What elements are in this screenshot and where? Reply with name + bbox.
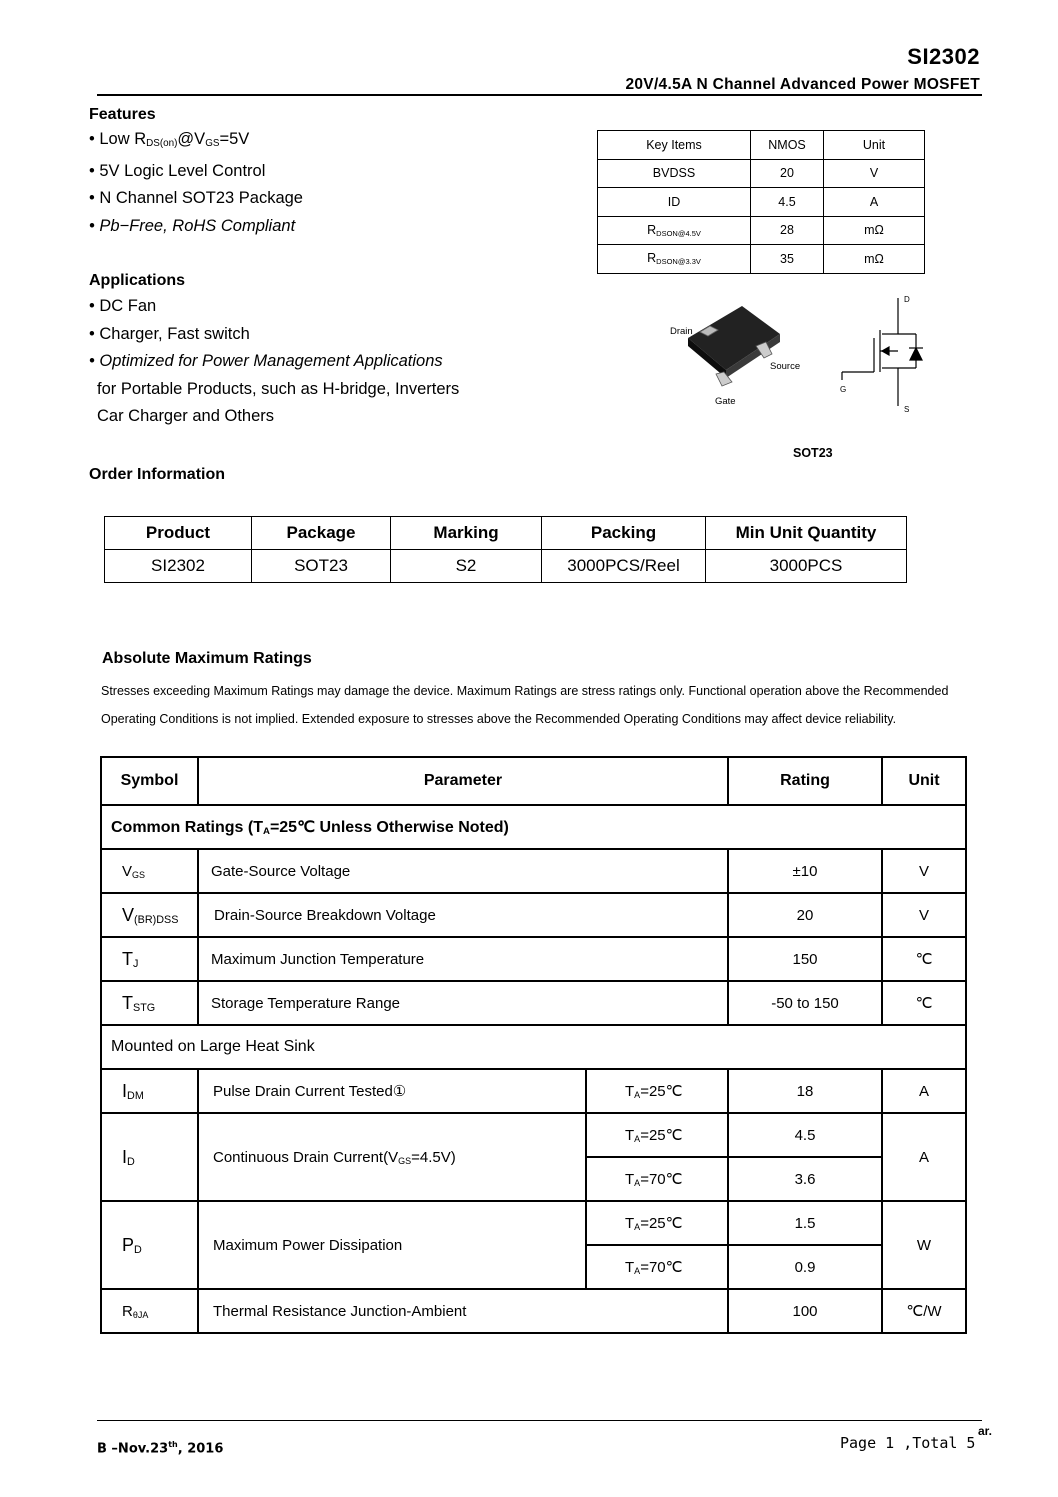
table-cell: Drain-Source Breakdown Voltage [198,893,728,937]
table-header-cell: Parameter [198,757,728,805]
table-cell: SI2302 [105,550,252,583]
table-cell: Pulse Drain Current Tested① [198,1069,586,1113]
table-row [105,550,907,583]
table-cell: Maximum Junction Temperature [198,937,728,981]
table-header-cell: Package [252,517,391,550]
table-cell-symbol: $T_{STG}$ [101,981,198,1025]
package-caption: SOT23 [793,446,833,460]
table-cell-condition: $T_A=25℃$ [586,1201,728,1245]
common-ratings-label: Common Ratings ($T_A=25℃$ Unless Otherwise Noted) [101,805,966,849]
table-cell: V [882,849,966,893]
table-header-cell: Packing [542,517,706,550]
table-cell: 20 [728,893,882,937]
key-items-table [597,130,925,274]
pin-label-gate: Gate [715,396,736,407]
application-item: • DC Fan [89,297,157,315]
table-cell: 4.5 [751,188,824,217]
footer-page-number: Page 1 ,Total 5 [840,1434,976,1452]
table-header-cell: Rating [728,757,882,805]
features-heading: Features [89,106,156,123]
table-cell-condition: $T_A=70℃$ [586,1157,728,1201]
table-cell: ℃ [882,937,966,981]
sot23-package-image [688,306,780,386]
table-cell: W [882,1201,966,1289]
table-cell: Thermal Resistance Junction-Ambient [198,1289,728,1333]
features-list [89,126,303,240]
table-cell-condition: $T_A=25℃$ [586,1069,728,1113]
table-section-row [101,1025,966,1069]
table-row [101,849,966,893]
application-item: • Optimized for Power Management Applications [89,352,443,370]
table-cell: ±10 [728,849,882,893]
table-cell: 0.9 [728,1245,882,1289]
table-cell: A [882,1113,966,1201]
footer-revision-date: B –Nov.23th, 2016 [97,1440,224,1457]
sot23-package-illustration [660,288,940,418]
symbol-label-d: D [904,295,910,304]
table-cell-symbol: $T_J$ [101,937,198,981]
table-row [101,1069,966,1113]
table-cell-symbol: $P_D$ [101,1201,198,1289]
table-cell-condition: $T_A=70℃$ [586,1245,728,1289]
table-cell: Storage Temperature Range [198,981,728,1025]
table-cell-symbol: $V_{(BR)DSS}$ [101,893,198,937]
feature-item: • Pb−Free, RoHS Compliant [89,216,296,235]
order-info-table [104,516,907,583]
table-cell-condition: $T_A=25℃$ [586,1113,728,1157]
ratings-note: Stresses exceeding Maximum Ratings may damage the device. Maximum Ratings are stress ratings only. Functional operation above the Recommended Operating Conditions is not implied. Extended exposure to stresses above the Recommended Operating Conditions may affect device reliability. [101,684,949,726]
table-row [101,981,966,1025]
table-row [101,937,966,981]
table-cell: S2 [391,550,542,583]
pin-label-drain: Drain [670,326,693,337]
table-cell: V [824,159,925,188]
table-cell: $R_{DSON@4.5V}$ [598,216,751,245]
feature-item: • N Channel SOT23 Package [89,189,303,207]
table-header-cell: Min Unit Quantity [706,517,907,550]
table-row [598,216,925,245]
table-cell: V [882,893,966,937]
table-cell: 18 [728,1069,882,1113]
table-section-row [101,805,966,849]
application-item: • Charger, Fast switch [89,324,250,343]
table-cell: Gate-Source Voltage [198,849,728,893]
table-row [101,893,966,937]
ratings-heading: Absolute Maximum Ratings [102,650,312,667]
table-cell: 4.5 [728,1113,882,1157]
table-cell: 35 [751,245,824,274]
features-section [89,106,303,240]
table-header-row [101,757,966,805]
table-cell: mΩ [824,216,925,245]
mosfet-schematic-symbol [842,298,923,406]
applications-list [89,293,459,431]
absolute-max-ratings-table [100,756,967,1334]
table-cell: 28 [751,216,824,245]
part-number-title: SI2302 [907,44,980,69]
table-header-row [105,517,907,550]
table-cell: 3000PCS [706,550,907,583]
table-header-cell: Unit [824,131,925,160]
application-item: Car Charger and Others [97,407,274,425]
footer-rule [97,1420,982,1421]
document-subtitle: 20V/4.5A N Channel Advanced Power MOSFET [625,76,980,93]
feature-item: • 5V Logic Level Control [89,161,266,180]
table-cell: A [882,1069,966,1113]
application-item: for Portable Products, such as H-bridge, Inverters [97,379,460,398]
table-cell: -50 to 150 [728,981,882,1025]
table-cell: ID [598,188,751,217]
table-cell: 3.6 [728,1157,882,1201]
applications-heading: Applications [89,272,186,289]
table-header-cell: Marking [391,517,542,550]
table-header-cell: Product [105,517,252,550]
table-row [101,1201,966,1245]
table-header-cell: Unit [882,757,966,805]
table-cell: Maximum Power Dissipation [198,1201,586,1289]
table-header-cell: NMOS [751,131,824,160]
table-cell: SOT23 [252,550,391,583]
table-cell: 150 [728,937,882,981]
footer-truncated-text: ar. [978,1424,993,1438]
header-rule [97,94,982,96]
table-row [101,1113,966,1157]
table-cell: A [824,188,925,217]
table-cell: ℃/W [882,1289,966,1333]
table-cell: 20 [751,159,824,188]
table-cell: ℃ [882,981,966,1025]
applications-section [89,272,459,431]
symbol-label-s: S [904,405,910,414]
table-cell: BVDSS [598,159,751,188]
table-row [101,1289,966,1333]
table-cell: mΩ [824,245,925,274]
feature-item: • Low $R_{DS(on)}@V_{GS}=5V$ [89,130,250,149]
table-cell: Continuous Drain $Current(V_{GS}=4.5V)$ [198,1113,586,1201]
order-info-heading: Order Information [89,466,226,483]
table-cell: 1.5 [728,1201,882,1245]
table-header-row [598,131,925,160]
table-row [598,159,925,188]
pin-label-source: Source [770,361,801,372]
table-cell-symbol: $V_{GS}$ [101,849,198,893]
table-cell-symbol: $R_{\theta JA}$ [101,1289,198,1333]
table-row [598,245,925,274]
table-cell: 3000PCS/Reel [542,550,706,583]
heat-sink-label: Mounted on Large Heat Sink [101,1025,966,1069]
table-header-cell: Key Items [598,131,751,160]
table-cell: $R_{DSON@3.3V}$ [598,245,751,274]
table-row [598,188,925,217]
symbol-label-g: G [840,385,847,394]
table-cell: 100 [728,1289,882,1333]
table-cell-symbol: $I_{DM}$ [101,1069,198,1113]
table-cell-symbol: $I_D$ [101,1113,198,1201]
table-header-cell: Symbol [101,757,198,805]
